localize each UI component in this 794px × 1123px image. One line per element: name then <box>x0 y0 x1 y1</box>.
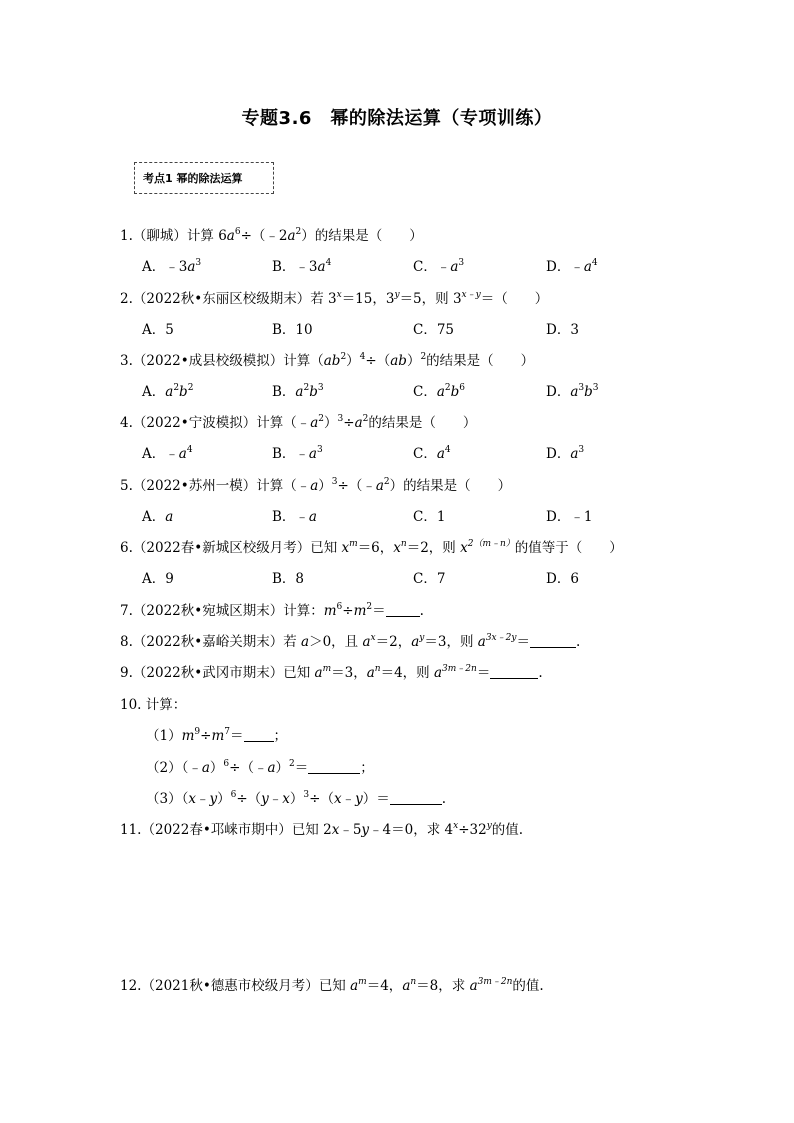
option-c[interactable]: C．$a^2b^6$ <box>413 383 466 400</box>
option-a[interactable]: A．$﹣a^4$ <box>142 445 193 462</box>
option-a[interactable]: A．a <box>142 509 174 525</box>
option-a[interactable]: A．5 <box>142 322 174 338</box>
section-label: 考点1 幂的除法运算 <box>134 162 274 194</box>
question-4-options <box>142 444 662 464</box>
option-b[interactable]: B．﹣a <box>272 509 317 525</box>
question-6-options <box>142 569 662 589</box>
option-c[interactable]: C．75 <box>413 322 455 338</box>
option-b[interactable]: B．$﹣a^3$ <box>272 445 323 462</box>
question-2: 2.（2022秋•东丽区校级期末）若 $3^x=15$，$3^y=5$，则 $3^{x﹣y}=$（ ） <box>120 290 549 307</box>
question-5-options <box>142 507 662 527</box>
option-c[interactable]: C．$a^4$ <box>413 445 451 462</box>
page-title: 专题3.6 幂的除法运算（专项训练） <box>241 108 553 129</box>
option-d[interactable]: D．$a^3$ <box>546 445 585 462</box>
question-7: 7.（2022秋•宛城区期末）计算：$m^6\div m^2=$ . <box>120 602 424 619</box>
option-d[interactable]: D．3 <box>546 322 579 338</box>
answer-blank[interactable] <box>386 602 420 617</box>
option-a[interactable]: A．$a^2b^2$ <box>142 383 194 400</box>
option-c[interactable]: C．7 <box>413 571 446 587</box>
option-a[interactable]: A．9 <box>142 571 174 587</box>
option-c[interactable]: C．$﹣a^3$ <box>413 258 465 275</box>
question-5: 5.（2022•苏州一模）计算$(﹣a)^3\div(﹣a^2)$的结果是（ ） <box>120 477 512 494</box>
question-1: 1.（聊城）计算 $6a^6\div(﹣2a^2)$的结果是（ ） <box>120 227 423 244</box>
question-6: 6.（2022春•新城区校级月考）已知 $x^m=6$，$x^n=2$，则 $x^{2(m﹣n)}$的值等于（ ） <box>120 539 623 556</box>
question-1-options <box>142 257 662 277</box>
option-b[interactable]: B．8 <box>272 571 305 587</box>
option-d[interactable]: D．$﹣a^4$ <box>546 258 598 275</box>
question-12: 12.（2021秋•德惠市校级月考）已知 $a^m=4$，$a^n=8$，求 $a^{3m﹣2n}$的值. <box>120 977 544 994</box>
answer-blank[interactable] <box>308 759 360 774</box>
question-10: 10. 计算： <box>120 697 187 713</box>
option-d[interactable]: D．6 <box>546 571 579 587</box>
option-b[interactable]: B．$﹣3a^4$ <box>272 258 332 275</box>
question-10-part-1: $(1)m^9\div m^7=$ ； <box>146 727 287 744</box>
option-b[interactable]: B．10 <box>272 322 313 338</box>
option-d[interactable]: D．$a^3b^3$ <box>546 383 599 400</box>
option-c[interactable]: C．1 <box>413 509 446 525</box>
question-11: 11.（2022春•邛崃市期中）已知 2x﹣5y﹣4＝0，求 $4^x\div 32^y$的值. <box>120 821 524 838</box>
question-9: 9.（2022秋•武冈市期末）已知 $a^m=3$，$a^n=4$，则 $a^{3m﹣2n}=$ . <box>120 664 543 681</box>
question-10-part-3: （3）（x﹣y）$^6$÷（y﹣x）$^3$÷（x﹣y）＝ . <box>146 790 447 807</box>
option-a[interactable]: A．$﹣3a^3$ <box>142 258 202 275</box>
answer-blank[interactable] <box>490 664 538 679</box>
option-d[interactable]: D．﹣1 <box>546 509 593 525</box>
question-3: 3.（2022•成县校级模拟）计算$(ab^2)^4\div(ab)^2$的结果是（ ） <box>120 352 535 369</box>
option-b[interactable]: B．$a^2b^3$ <box>272 383 324 400</box>
answer-blank[interactable] <box>390 790 442 805</box>
question-10-part-2: （2）（﹣a）$^6$÷（﹣a）$^2$＝ ； <box>146 759 374 776</box>
question-8: 8.（2022秋•嘉峪关期末）若 a＞0，且 $a^x=2$，$a^y=3$，则 $a^{3x﹣2y}=$ . <box>120 633 581 650</box>
question-2-options <box>142 320 662 340</box>
question-4: 4.（2022•宁波模拟）计算$(﹣a^2)^3\div a^2$的结果是（ ） <box>120 414 477 431</box>
answer-blank[interactable] <box>530 633 576 648</box>
question-3-options <box>142 382 662 402</box>
answer-blank[interactable] <box>244 727 274 742</box>
